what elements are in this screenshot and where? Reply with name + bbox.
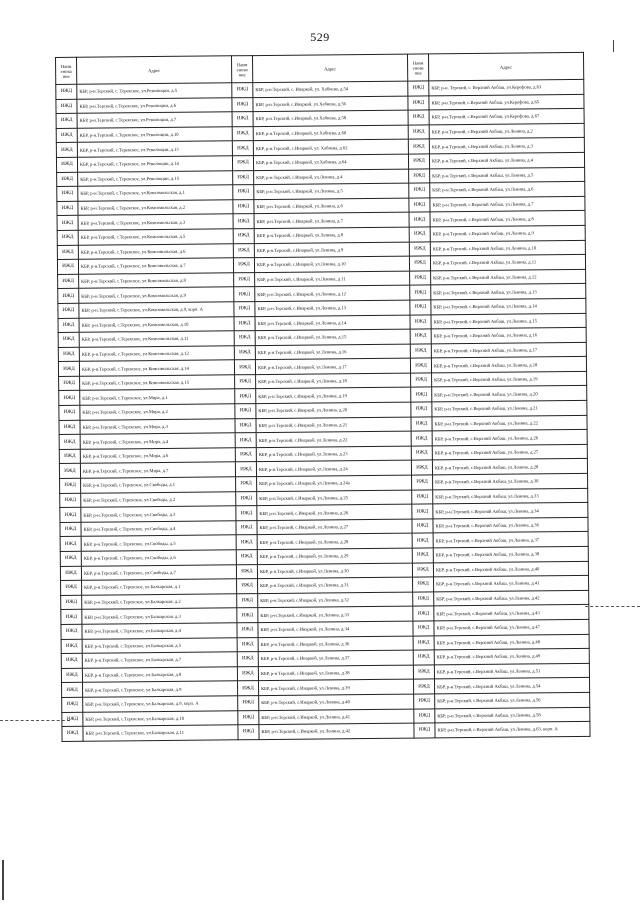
address-cell: КБР, р-н.Терский, с.Инаркой, ул.Ленина, д.33 [258, 606, 413, 622]
property-type-cell: ИЖД [237, 579, 258, 594]
address-cell: КБР, р-н.Терский, с.Инаркой, ул.Ленина, д.17 [255, 358, 410, 374]
address-cell: КБР, р-н.Терский, с.Терекское, ул.Комсомольская, д.10 [79, 316, 234, 332]
property-type-cell: ИЖД [57, 259, 78, 274]
property-type-cell: ИЖД [237, 623, 258, 638]
address-cell: КБР, р-н.Терский, с.Инаркой, ул.Хабиева, д.58 [253, 110, 408, 126]
property-type-cell: ИЖД [237, 608, 258, 623]
address-cell: КБР, р-н.Терский, с.Терекское, ул.Комсомольская, д.7 [78, 258, 233, 274]
property-type-cell: ИЖД [61, 624, 82, 639]
address-cell: КБР, р-н.Терский, с.Инаркой, ул.Ленина, д.41 [259, 709, 414, 725]
address-cell: КБР, р-н.Терский, с.Верхний Акбаш, ул.Ленина, д.34 [433, 503, 588, 519]
property-type-cell: ИЖД [236, 535, 257, 550]
property-type-cell: ИЖД [60, 522, 81, 537]
binding-mark [2, 860, 4, 900]
address-cell: КБР, р-н.Терский, с.Верхний Акбаш, ул.Ленина, д.6 [430, 182, 585, 198]
property-type-cell: ИЖД [235, 462, 256, 477]
property-type-cell: ИЖД [410, 314, 431, 329]
address-cell: КБР, р-н.Терский, с.Инаркой, ул.Хабиева, д.56 [253, 96, 408, 112]
property-type-cell: ИЖД [410, 344, 431, 359]
property-type-cell: ИЖД [62, 697, 83, 712]
property-type-cell: ИЖД [57, 230, 78, 245]
address-cell: КБР, р-н.Терский, с.Верхний Акбаш, ул.Ленина, д.16 [431, 328, 586, 344]
address-cell: КБР, р-н.Терский, с.Терекское, ул.Революции, д.15 [78, 170, 233, 186]
address-cell: КБР, р-н.Терский, с.Терекское, ул.Свободы, д.7 [81, 564, 236, 580]
address-cell: КБР, р-н.Терский, с.Инаркой, ул.Ленина, д.36 [258, 636, 413, 652]
column-header-type: Наим енова ние [231, 56, 252, 83]
fold-line-left [0, 720, 70, 722]
address-cell: КБР, р-н.Терский, с.Верхний Акбаш, ул.Ленина, д.21 [432, 400, 587, 416]
address-cell: КБР, р-н.Терский, с.Инаркой, ул.Ленина, д.37 [258, 650, 413, 666]
property-type-cell: ИЖД [61, 610, 82, 625]
property-type-cell: ИЖД [413, 635, 434, 650]
property-type-cell: ИЖД [59, 449, 80, 464]
property-type-cell: ИЖД [413, 621, 434, 636]
address-cell: КБР, р-н.Терский, с.Инаркой, ул.Ленина, д.23 [256, 446, 411, 462]
property-type-cell: ИЖД [59, 376, 80, 391]
property-type-cell: ИЖД [411, 431, 432, 446]
address-cell: КБР, р-н. Терский, с. Верхний Акбаш, ул.Керефова, д.63 [429, 79, 584, 95]
address-cell: КБР, р-н.Терский, с.Терекское, ул.Комсомольская, д.15 [80, 375, 235, 391]
property-type-cell: ИЖД [61, 580, 82, 595]
property-type-cell: ИЖД [58, 289, 79, 304]
property-type-cell: ИЖД [235, 374, 256, 389]
address-cell: КБР, р-н.Терский, с.Терекское, ул.Балкарская, д.7 [82, 652, 237, 668]
address-cell: КБР, р-н.Терский, с.Верхний Акбаш, ул.Ленина, д.14 [431, 298, 586, 314]
address-cell: КБР, р-н.Терский, с.Инаркой, ул.Ленина, д.21 [256, 417, 411, 433]
address-cell: КБР, р-н.Терский, с.Инаркой, ул.Ленина, д.39 [258, 679, 413, 695]
property-type-cell: ИЖД [233, 170, 254, 185]
property-type-cell: ИЖД [233, 258, 254, 273]
address-cell: КБР, р-н.Терский, с.Верхний Акбаш, ул.Ленина, д.38 [433, 546, 588, 562]
address-cell: КБР, р-н.Терский, с.Верхний Акбаш, ул.Ленина, д.15 [431, 313, 586, 329]
property-type-cell: ИЖД [60, 551, 81, 566]
address-cell: КБР, р-н.Терский, с.Терекское, ул.Комсомольская, д.6 [78, 243, 233, 259]
address-cell: КБР, р-н.Терский, с.Верхний Акбаш, ул.Ленина, д.63, корп. А [435, 722, 590, 738]
address-cell: КБР, р-н.Терский, с.Инаркой, ул.Хабиева, д.64 [253, 154, 408, 170]
address-cell: КБР, р-н.Терский, с.Инаркой, ул.Ленина, д.30 [257, 563, 412, 579]
property-type-cell: ИЖД [411, 402, 432, 417]
address-cell: КБР, р-н.Терский, с.Терекское, ул.Балкарская, д.5 [82, 637, 237, 653]
property-type-cell: ИЖД [234, 360, 255, 375]
page-number: 529 [310, 30, 330, 44]
address-cell: КБР, р-н.Терский, с.Терекское, ул.Революции, д.7 [77, 112, 232, 128]
property-type-cell: ИЖД [235, 447, 256, 462]
address-cell: КБР, р-н.Терский, с.Терекское, ул.Балкарская, д.9 [83, 681, 238, 697]
property-type-cell: ИЖД [233, 214, 254, 229]
property-type-cell: ИЖД [56, 113, 77, 128]
property-type-cell: ИЖД [413, 650, 434, 665]
address-cell: КБР, р-н.Терский, с.Инаркой, ул.Ленина, д.5 [254, 183, 409, 199]
address-cell: КБР, р-н.Терский, с.Терекское, ул.Комсомольская, д.12 [79, 345, 234, 361]
property-type-cell: ИЖД [59, 391, 80, 406]
address-cell: КБР, р-н.Терский, с.Инаркой, ул.Ленина, д.28 [257, 534, 412, 550]
address-cell: КБР, р-н.Терский, с.Терекское, ул.Балкарская, д.10 [83, 710, 238, 726]
property-type-cell: ИЖД [413, 665, 434, 680]
property-type-cell: ИЖД [413, 679, 434, 694]
property-type-cell: ИЖД [235, 433, 256, 448]
address-cell: КБР, р-н.Терский, с.Терекское, ул.Комсомольская, д.9, корп. А [79, 302, 234, 318]
address-cell: КБР, р-н.Терский, с.Терекское, ул.Свободы, д.2 [81, 491, 236, 507]
address-cell: КБР, р-н.Терский, с.Верхний Акбаш, ул.Ленина, д.48 [434, 634, 589, 650]
property-type-cell: ИЖД [408, 81, 429, 96]
address-cell: КБР, р-н.Терский, с.Верхний Акбаш, ул.Ленина, д.13 [431, 284, 586, 300]
property-type-cell: ИЖД [59, 405, 80, 420]
address-cell: КБР, р-н.Терский, с.Верхний Акбаш, ул.Ленина, д.40 [433, 561, 588, 577]
property-type-cell: ИЖД [408, 125, 429, 140]
column-header-type: Наим енова ние [407, 54, 428, 81]
address-cell: КБР, р-н.Терский, с.Терекское, ул.Революции, д.13 [77, 141, 232, 157]
address-cell: КБР, р-н.Терский, с.Терекское, ул.Свободы, д.4 [81, 521, 236, 537]
property-type-cell: ИЖД [57, 186, 78, 201]
property-type-cell: ИЖД [58, 274, 79, 289]
property-type-cell: ИЖД [235, 418, 256, 433]
property-type-cell: ИЖД [409, 168, 430, 183]
address-cell: КБР, р-н.Терский, с.Инаркой, ул.Ленина, д.27 [257, 519, 412, 535]
address-cell: КБР, р-н.Терский, с.Терекское, ул.Комсомольская, д.8 [79, 273, 234, 289]
address-cell: КБР, р-н.Терский, с.Инаркой, ул.Ленина, д.7 [254, 212, 409, 228]
address-cell: КБР, р-н.Терский, с.Верхний Акбаш, ул.Ленина, д.7 [430, 196, 585, 212]
address-cell: КБР, р-н.Терский, с.Верхний Акбаш, ул.Ленина, д.12 [431, 269, 586, 285]
property-type-cell: ИЖД [234, 331, 255, 346]
address-cell: КБР, р-н.Терский, с.Инаркой, ул.Ленина, д.10 [254, 256, 409, 272]
property-type-cell: ИЖД [413, 592, 434, 607]
property-type-cell: ИЖД [412, 548, 433, 563]
property-type-cell: ИЖД [57, 172, 78, 187]
address-cell: КБР, р-н.Терский, с.Терекское, ул.Комсомольская, д.9 [79, 287, 234, 303]
property-type-cell: ИЖД [412, 562, 433, 577]
property-type-cell: ИЖД [237, 666, 258, 681]
property-type-cell: ИЖД [412, 533, 433, 548]
address-cell: КБР, р-н.Терский, с.Верхний Акбаш, ул.Ленина, д.28 [432, 459, 587, 475]
address-cell: КБР, р-н.Терский, с.Инаркой, ул.Ленина, д.20 [256, 402, 411, 418]
address-cell: КБР, р-н.Терский, с.Инаркой, ул.Ленина, д.24а [257, 475, 412, 491]
address-cell: КБР, р-н.Терский, с.Инаркой, ул.Ленина, д.26 [257, 504, 412, 520]
address-cell: КБР, р-н.Терский, с.Верхний Акбаш, ул.Ленина, д.58 [435, 707, 590, 723]
property-type-cell: ИЖД [232, 112, 253, 127]
property-type-cell: ИЖД [233, 243, 254, 258]
address-cell: КБР, р-н.Терский, с.Инаркой, ул.Ленина, д.31 [258, 577, 413, 593]
address-cell: КБР, р-н.Терский, с.Инаркой, ул.Ленина, д.19 [256, 388, 411, 404]
property-type-cell: ИЖД [62, 712, 83, 727]
address-cell: КБР, р-н.Терский, с.Терекское, ул.Свободы, д.5 [81, 535, 236, 551]
property-type-cell: ИЖД [58, 347, 79, 362]
address-cell: КБР, р-н.Терский, с.Терекское, ул.Комсомольская, д.5 [78, 229, 233, 245]
property-type-cell: ИЖД [411, 417, 432, 432]
address-cell: КБР, р-н.Терский, с.Терекское, ул.Революции, д.10 [77, 127, 232, 143]
address-cell: КБР, р-н.Терский, с.Верхний Акбаш, ул.Ленина, д.47 [434, 619, 589, 635]
property-type-cell: ИЖД [409, 241, 430, 256]
address-cell: КБР, р-н.Терский, с.Инаркой, ул.Ленина, д.29 [257, 548, 412, 564]
property-type-cell: ИЖД [233, 185, 254, 200]
property-type-cell: ИЖД [410, 358, 431, 373]
property-type-cell: ИЖД [410, 271, 431, 286]
property-type-cell: ИЖД [234, 287, 255, 302]
property-type-cell: ИЖД [412, 519, 433, 534]
property-type-cell: ИЖД [62, 726, 83, 741]
property-type-cell: ИЖД [236, 506, 257, 521]
address-cell: КБР, р-н.Терский, с.Инаркой, ул.Ленина, д.9 [254, 242, 409, 258]
address-cell: КБР, р-н.Терский, с.Инаркой, ул.Ленина, д.4 [254, 169, 409, 185]
column-header-address: Адрес [252, 54, 407, 82]
property-type-cell: ИЖД [59, 435, 80, 450]
address-cell: КБР, р-н.Терский, с.Верхний Акбаш, ул.Ленина, д.22 [432, 415, 587, 431]
property-type-cell: ИЖД [409, 256, 430, 271]
property-type-cell: ИЖД [236, 520, 257, 535]
property-type-cell: ИЖД [411, 373, 432, 388]
property-type-cell: ИЖД [410, 285, 431, 300]
address-cell: КБР, р-н.Терский, с.Верхний Акбаш, ул.Ленина, д.49 [434, 649, 589, 665]
address-cell: КБР, р-н.Терский, с.Терекское, ул.Балкарская, д.4 [82, 623, 237, 639]
address-cell: КБР, р-н.Терский, с.Верхний Акбаш, ул.Ленина, д.56 [435, 692, 590, 708]
address-cell: КБР, р-н.Терский, с.Верхний Акбаш, ул.Ленина, д.4 [429, 152, 584, 168]
address-cell: КБР, р-н.Терский, с.Верхний Акбаш, ул.Ленина, д.41 [434, 576, 589, 592]
property-type-cell: ИЖД [234, 301, 255, 316]
property-type-cell: ИЖД [60, 537, 81, 552]
address-cell: КБР, р-н.Терский, с.Инаркой, ул.Ленина, д.13 [255, 300, 410, 316]
address-table [55, 52, 591, 742]
property-type-cell: ИЖД [234, 272, 255, 287]
address-cell: КБР, р-н.Терский, с.Терекское, ул.Революции, д.14 [77, 156, 232, 172]
address-cell: КБР, р-н.Терский, с.Терекское, ул.Комсомольская, д.11 [79, 331, 234, 347]
property-type-cell: ИЖД [409, 183, 430, 198]
address-cell: КБР, р-н.Терский, с.Инаркой, ул.Ленина, д.8 [254, 227, 409, 243]
property-type-cell: ИЖД [58, 332, 79, 347]
property-type-cell: ИЖД [61, 639, 82, 654]
address-cell: КБР, р-н.Терский, с.Инаркой, ул.Ленина, д.24 [256, 461, 411, 477]
address-cell: КБР, р-н.Терский, с.Терекское, ул.Свободы, д.6 [81, 550, 236, 566]
property-type-cell: ИЖД [57, 216, 78, 231]
property-type-cell: ИЖД [411, 446, 432, 461]
address-cell: КБР, р-н.Терский, с.Терекское, ул.Мира, д.3 [80, 418, 235, 434]
property-type-cell: ИЖД [62, 683, 83, 698]
property-type-cell: ИЖД [60, 493, 81, 508]
address-cell: КБР, р-н.Терский, с.Терекское, ул.Комсомольская, д.14 [79, 360, 234, 376]
property-type-cell: ИЖД [236, 564, 257, 579]
address-cell: КБР, р-н.Терский, с.Верхний Акбаш, ул.Ленина, д.51 [434, 663, 589, 679]
property-type-cell: ИЖД [56, 143, 77, 158]
address-cell: КБР, р-н.Терский, с.Терекское, ул.Мира, д.1 [80, 389, 235, 405]
property-type-cell: ИЖД [237, 637, 258, 652]
address-cell: КБР, р-н.Терский, с.Верхний Акбаш, ул.Ленина, д.26 [432, 430, 587, 446]
property-type-cell: ИЖД [408, 139, 429, 154]
address-cell: КБР, р-н.Терский, с.Верхний Акбаш, ул.Ленина, д.9 [430, 225, 585, 241]
property-type-cell: ИЖД [58, 318, 79, 333]
address-cell: КБР, р-н.Терский, с.Верхний Акбаш, ул.Ленина, д.10 [430, 240, 585, 256]
address-cell: КБР, р-н.Терский, с.Верхний Акбаш, ул.Ленина, д.30 [433, 473, 588, 489]
address-cell: КБР, р-н.Терский, с.Инаркой, ул.Ленина, д.15 [255, 329, 410, 345]
fold-line-right [585, 606, 640, 608]
property-type-cell: ИЖД [232, 141, 253, 156]
property-type-cell: ИЖД [59, 464, 80, 479]
address-cell: КБР, р-н.Терский, с.Инаркой, ул.Ленина, д.11 [255, 271, 410, 287]
property-type-cell: ИЖД [414, 723, 435, 738]
address-cell: КБР, р-н.Терский, с.Терекское, ул.Комсомольская, д.1 [78, 185, 233, 201]
address-cell: КБР, р-н.Терский, с.Терекское, ул.Свободы, д.1 [81, 477, 236, 493]
address-cell: КБР, р-н.Терский, с.Верхний Акбаш, ул.Ленина, д.18 [431, 357, 586, 373]
property-type-cell: ИЖД [410, 300, 431, 315]
property-type-cell: ИЖД [408, 96, 429, 111]
address-cell: КБР, р-н.Терский, с.Верхний Акбаш, ул.Керефова, д.67 [429, 109, 584, 125]
property-type-cell: ИЖД [238, 710, 259, 725]
address-cell: КБР, р-н.Терский, с.Терекское, ул.Балкарская, д.1 [82, 579, 237, 595]
property-type-cell: ИЖД [60, 566, 81, 581]
property-type-cell: ИЖД [408, 154, 429, 169]
address-cell: КБР, р-н.Терский, с.Терекское, ул.Балкарская, д.8 [82, 667, 237, 683]
address-cell: КБР, р-н.Терский, с.Инаркой, ул.Ленина, д.25 [257, 490, 412, 506]
property-type-cell: ИЖД [414, 694, 435, 709]
property-type-cell: ИЖД [237, 593, 258, 608]
column-header-address: Адрес [428, 52, 583, 80]
property-type-cell: ИЖД [237, 652, 258, 667]
address-cell: КБР, р-н.Терский, с.Инаркой, ул.Ленина, д.12 [255, 285, 410, 301]
property-type-cell: ИЖД [60, 507, 81, 522]
address-cell: КБР, р-н.Терский, с.Терекское, ул.Свободы, д.3 [81, 506, 236, 522]
address-cell: КБР, р-н.Терский, с.Верхний Акбаш, ул.Ленина, д.27 [432, 444, 587, 460]
property-type-cell: ИЖД [408, 110, 429, 125]
property-type-cell: ИЖД [58, 303, 79, 318]
property-type-cell: ИЖД [409, 227, 430, 242]
property-type-cell: ИЖД [233, 229, 254, 244]
address-cell: КБР, р-н.Терский, с.Верхний Акбаш, ул.Ленина, д.33 [433, 488, 588, 504]
address-cell: КБР, р-н.Терский, с.Верхний Акбаш, ул.Ленина, д.54 [434, 678, 589, 694]
address-cell: КБР, р-н.Терский, с.Терекское, ул.Революции, д.6 [77, 97, 232, 113]
property-type-cell: ИЖД [236, 477, 257, 492]
address-cell: КБР, р-н.Терский, с.Инаркой, ул.Ленина, д.6 [254, 198, 409, 214]
address-cell: КБР, р-н.Терский, с.Терекское, ул.Балкарская, д.2 [82, 594, 237, 610]
address-cell: КБР, р-н.Терский, с.Терекское, ул.Балкарская, д.9, корп. А [83, 696, 238, 712]
property-type-cell: ИЖД [232, 97, 253, 112]
property-type-cell: ИЖД [57, 201, 78, 216]
address-cell: КБР, р-н.Терский, с.Верхний Акбаш, ул.Ленина, д.8 [430, 211, 585, 227]
address-cell: КБР, р-н.Терский, с.Верхний Акбаш, ул.Ленина, д.3 [429, 138, 584, 154]
address-cell: КБР, р-н.Терский, с.Инаркой, ул.Ленина, д.18 [256, 373, 411, 389]
property-type-cell: ИЖД [236, 550, 257, 565]
property-type-cell: ИЖД [61, 595, 82, 610]
address-cell: КБР, р-н.Терский, с.Терекское, ул.Мира, д.2 [80, 404, 235, 420]
address-cell: КБР, р-н.Терский, с.Терекское, ул.Комсомольская, д.2 [78, 200, 233, 216]
address-cell: КБР, р-н.Терский, с.Терекское, ул.Мира, д.6 [80, 448, 235, 464]
address-cell: КБР, р-н.Терский, с.Инаркой, ул.Ленина, д.22 [256, 431, 411, 447]
address-cell: КБР, р-н.Терский, с.Верхний Акбаш, ул.Ленина, д.11 [430, 255, 585, 271]
property-type-cell: ИЖД [411, 387, 432, 402]
property-type-cell: ИЖД [413, 606, 434, 621]
property-type-cell: ИЖД [59, 420, 80, 435]
column-header-type: Наим енова ние [56, 57, 77, 84]
address-cell: КБР, р-н.Терский, с.Терекское, ул.Комсомольская, д.3 [78, 214, 233, 230]
property-type-cell: ИЖД [409, 212, 430, 227]
property-type-cell: ИЖД [412, 504, 433, 519]
address-cell: КБР, р-н.Терский, с. Инаркой, ул. Хабиева, д.54 [253, 81, 408, 97]
address-cell: КБР, р-н.Терский, с.Верхний Акбаш, ул.Ленина, д.36 [433, 517, 588, 533]
address-cell: КБР, р-н.Терский, с.Верхний Акбаш, ул.Ленина, д.5 [430, 167, 585, 183]
column-header-address: Адрес [77, 56, 232, 84]
address-cell: КБР, р-н.Терский, с.Инаркой, ул.Ленина, д.16 [255, 344, 410, 360]
property-type-cell: ИЖД [232, 83, 253, 98]
property-type-cell: ИЖД [411, 460, 432, 475]
property-type-cell: ИЖД [234, 345, 255, 360]
property-type-cell: ИЖД [56, 84, 77, 99]
address-cell: КБР, р-н.Терский, с.Инаркой, ул.Ленина, д.34 [258, 621, 413, 637]
address-cell: КБР, р-н.Терский, с.Верхний Акбаш, ул.Ленина, д.43 [434, 605, 589, 621]
property-type-cell: ИЖД [61, 653, 82, 668]
address-cell: КБР, р-н.Терский, с.Верхний Акбаш, ул.Ленина, д.42 [434, 590, 589, 606]
address-cell: КБР, р-н.Терский, с.Инаркой, ул. Хабиева, д.62 [253, 139, 408, 155]
property-type-cell: ИЖД [58, 362, 79, 377]
address-cell: КБР, р-н.Терский, с.Верхний Акбаш, ул.Ленина, д.37 [433, 532, 588, 548]
property-type-cell: ИЖД [414, 708, 435, 723]
address-cell: КБР, р-н.Терский, с.Терекское, ул.Мира, д.4 [80, 433, 235, 449]
property-type-cell: ИЖД [232, 156, 253, 171]
property-type-cell: ИЖД [235, 389, 256, 404]
property-type-cell: ИЖД [237, 681, 258, 696]
address-cell: КБР, р-н.Терский, с.Терекское, ул.Мира, д.7 [80, 462, 235, 478]
address-cell: КБР, р-н.Терский, с.Терекское, ул.Балкарская, д.11 [83, 725, 238, 741]
address-cell: КБР, р-н.Терский, с.Верхний Акбаш, ул.Ленина, д.20 [432, 386, 587, 402]
property-type-cell: ИЖД [233, 199, 254, 214]
property-type-cell: ИЖД [409, 198, 430, 213]
address-cell: КБР, р-н.Терский, с.Инаркой, ул.Ленина, д.42 [259, 723, 414, 739]
address-cell: КБР, р-н.Терский, с.Верхний Акбаш, ул.Ленина, д.17 [431, 342, 586, 358]
property-type-cell: ИЖД [232, 126, 253, 141]
address-cell: КБР, р-н.Терский, с.Верхний Акбаш, ул.Керефова, д.65 [429, 94, 584, 110]
address-cell: КБР, р-н.Терский, с.Верхний Акбаш, ул.Ленина, д.19 [432, 371, 587, 387]
property-type-cell: ИЖД [56, 128, 77, 143]
address-cell: КБР, р-н.Терский, с.Инаркой, ул.Хабиева, д.60 [253, 125, 408, 141]
property-type-cell: ИЖД [410, 329, 431, 344]
address-cell: КБР, р-н.Терский, с.Терекское, ул.Балкарская, д.3 [82, 608, 237, 624]
property-type-cell: ИЖД [238, 696, 259, 711]
address-cell: КБР, р-н.Терский, с.Инаркой, ул.Ленина, д.32 [258, 592, 413, 608]
property-type-cell: ИЖД [236, 491, 257, 506]
scan-mark [613, 40, 614, 52]
property-type-cell: ИЖД [238, 725, 259, 740]
property-type-cell: ИЖД [60, 478, 81, 493]
property-type-cell: ИЖД [61, 668, 82, 683]
property-type-cell: ИЖД [235, 404, 256, 419]
property-type-cell: ИЖД [234, 316, 255, 331]
property-type-cell: ИЖД [56, 157, 77, 172]
address-cell: КБР, р-н.Терский, с.Инаркой, ул.Ленина, д.38 [258, 665, 413, 681]
property-type-cell: ИЖД [57, 245, 78, 260]
address-cell: КБР, р-н.Терский, с.Инаркой, ул.Ленина, д.40 [259, 694, 414, 710]
property-type-cell: ИЖД [412, 490, 433, 505]
property-type-cell: ИЖД [56, 99, 77, 114]
address-cell: КБР, р-н.Терский, с. Терекское, ул.Революции, д.5 [77, 83, 232, 99]
property-type-cell: ИЖД [412, 475, 433, 490]
address-cell: КБР, р-н.Терский, с.Инаркой, ул.Ленина, д.14 [255, 315, 410, 331]
address-cell: КБР, р-н.Терский, с.Верхний Акбаш, ул.Ленина, д.2 [429, 123, 584, 139]
property-type-cell: ИЖД [413, 577, 434, 592]
